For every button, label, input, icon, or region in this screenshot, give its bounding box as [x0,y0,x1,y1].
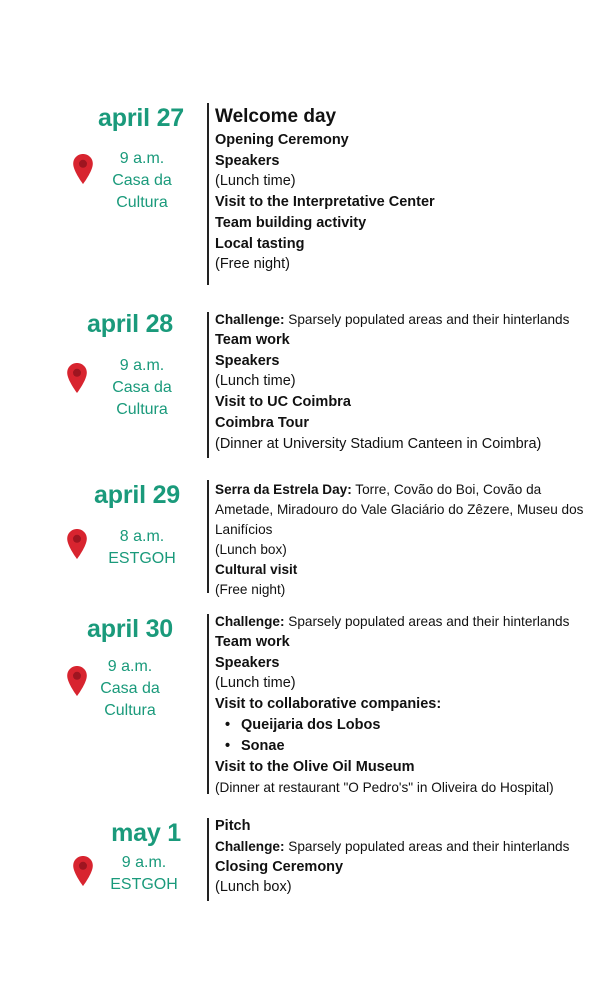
timeline-divider [207,312,209,458]
agenda-item-label: Team work [215,634,290,650]
agenda-item [215,612,595,632]
agenda-item-text: Sparsely populated areas and their hinterlands [284,614,570,629]
agenda-item-text: (Lunch box) [215,879,292,896]
venue-name: Cultura [104,702,156,719]
agenda-item-label: Speakers [215,352,280,369]
agenda-subitem: • Sonae [215,736,595,757]
venue-name: ESTGOH [110,876,178,893]
agenda-subitem: • Queijaria dos Lobos [215,715,595,736]
agenda-item-label: Speakers [215,654,280,671]
agenda-item-label: Serra da Estrela Day: [215,482,352,497]
agenda-item [215,371,595,392]
agenda-item-label: Visit to UC Coimbra [215,394,351,411]
agenda-item-label: Cultural visit [215,562,298,577]
venue-name: Casa da [112,172,172,189]
day-agenda [215,480,595,600]
agenda-item [215,480,595,540]
agenda-item [215,653,595,674]
day-date: april 27 [98,104,184,132]
agenda-item [215,757,595,778]
agenda-item [215,632,595,653]
location-pin-icon [66,528,88,560]
time-location [92,148,192,214]
agenda-item-label: Speakers [215,152,280,169]
agenda-item-text: Sparsely populated areas and their hinterlands [284,312,570,327]
agenda-item-label: Visit to the Interpretative Center [215,194,435,211]
time-location [92,526,192,570]
time-location [94,852,194,896]
location-pin-icon [66,362,88,394]
agenda-item [215,778,595,798]
agenda-item-label: Challenge: [215,838,285,854]
day-agenda [215,310,595,454]
timeline-divider [207,818,209,901]
agenda-item-label: Coimbra Tour [215,414,309,431]
agenda-item [215,392,595,413]
agenda-item-label: Closing Ceremony [215,858,344,875]
agenda-item [215,192,595,213]
timeline-divider [207,614,209,794]
timeline-divider [207,103,209,285]
day-date: april 30 [87,615,173,643]
agenda-item-label: Local tasting [215,235,305,252]
agenda-item [215,837,595,857]
start-time: 9 a.m. [121,854,167,871]
agenda-item-label: Team building activity [215,214,367,231]
agenda-item [215,877,595,898]
agenda-item-text: (Dinner at University Stadium Canteen in Coimbra) [215,435,542,452]
day-date: april 29 [94,481,180,509]
agenda-item [215,580,595,600]
agenda-item [215,816,595,837]
venue-name: Casa da [100,680,160,697]
agenda-item [215,540,595,560]
venue-name: ESTGOH [108,550,176,567]
agenda-item [215,694,595,715]
agenda-item [215,130,595,151]
agenda-item-label: Opening Ceremony [215,132,349,148]
agenda-item-text: (Free night) [215,582,286,597]
agenda-item-label: Visit to the Olive Oil Museum [215,758,415,775]
agenda-item [215,560,595,580]
agenda-item-text: (Lunch time) [215,173,296,190]
location-pin-icon [72,855,94,887]
agenda-item [215,673,595,694]
agenda-item [215,171,595,192]
agenda-item-text: (Lunch time) [215,675,296,692]
start-time: 8 a.m. [119,528,165,545]
agenda-item [215,413,595,434]
day-title: Welcome day [215,106,337,127]
agenda-item-label: Team work [215,332,290,348]
time-location [80,656,180,722]
agenda-item [215,857,595,878]
day-agenda [215,816,595,898]
venue-name: Cultura [116,194,168,211]
agenda-item-label: Challenge: [215,614,285,629]
agenda-item-text: Sparsely populated areas and their hinterlands [284,838,570,854]
venue-name: Cultura [116,401,168,418]
day-agenda [215,104,595,275]
start-time: 9 a.m. [107,658,153,675]
agenda-item [215,234,595,255]
agenda-item-text: (Lunch box) [215,542,287,557]
agenda-item-text: (Free night) [215,256,290,273]
agenda-item-text: (Lunch time) [215,373,296,390]
day-date: may 1 [111,819,181,847]
agenda-item-label: Pitch [215,818,251,834]
agenda-item-text: (Dinner at restaurant "O Pedro's" in Oliveira do Hospital) [215,779,554,795]
location-pin-icon [72,153,94,185]
day-agenda [215,612,595,798]
venue-name: Casa da [112,379,172,396]
agenda-item [215,330,595,351]
agenda-item [215,351,595,372]
agenda-item [215,434,595,455]
agenda-item [215,151,595,172]
agenda-item [215,310,595,330]
timeline-divider [207,480,209,593]
start-time: 9 a.m. [119,150,165,167]
time-location [92,355,192,421]
agenda-item [215,254,595,275]
start-time: 9 a.m. [119,357,165,374]
agenda-item-text: Torre, Covão do Boi, Covão da Ametade, Miradouro do Vale Glaciário do Zêzere, Museu dos Lanifícios [215,482,588,537]
agenda-item [215,213,595,234]
day-date: april 28 [87,310,173,338]
agenda-item-label: Challenge: [215,312,285,327]
agenda-item-label: Visit to collaborative companies: [215,696,442,713]
